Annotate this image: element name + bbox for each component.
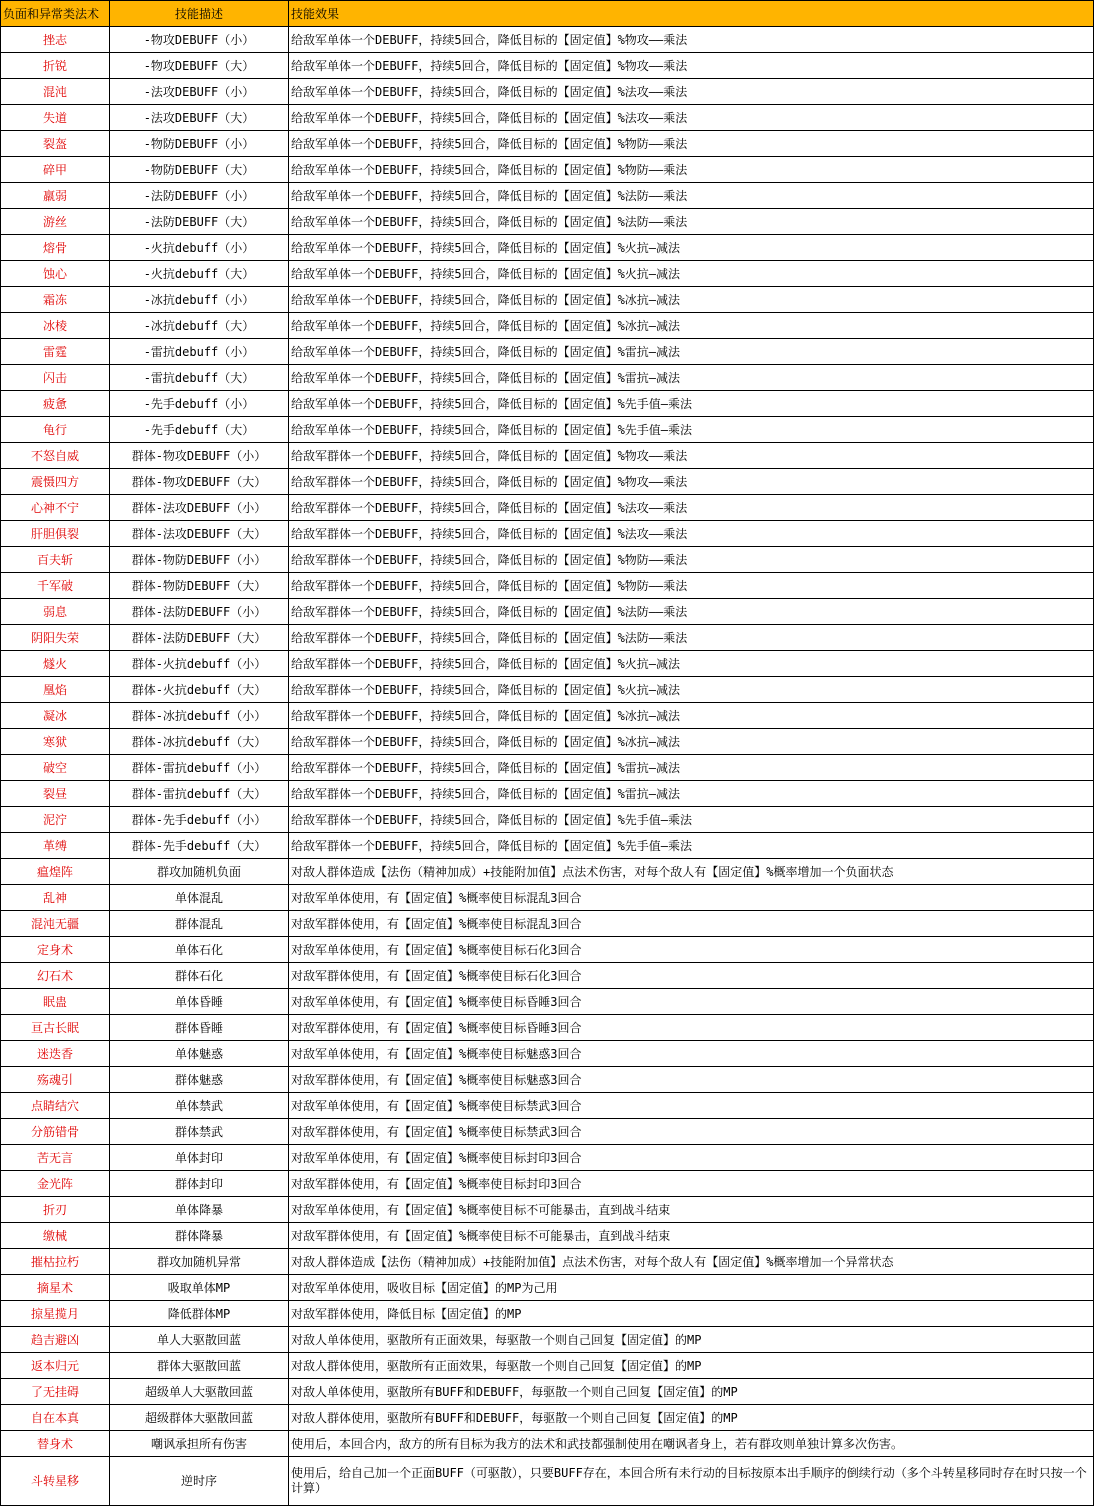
skill-effect-cell[interactable]: 给敌军单体一个DEBUFF，持续5回合，降低目标的【固定值】%冰抗—减法 <box>289 287 1094 313</box>
spell-name-cell[interactable]: 蚀心 <box>1 261 110 287</box>
table-row <box>1 391 1094 417</box>
skill-description-cell[interactable]: -先手debuff（小） <box>110 391 289 417</box>
table-row <box>1 547 1094 573</box>
table-row <box>1 651 1094 677</box>
spell-name-cell[interactable]: 失道 <box>1 105 110 131</box>
skill-effect-cell[interactable]: 给敌军单体一个DEBUFF，持续5回合，降低目标的【固定值】%雷抗—减法 <box>289 365 1094 391</box>
table-row <box>1 339 1094 365</box>
spell-name-cell[interactable]: 混沌无疆 <box>1 911 110 937</box>
skill-description-cell[interactable]: -物攻DEBUFF（小） <box>110 27 289 53</box>
skill-effect-cell[interactable]: 给敌军群体一个DEBUFF，持续5回合，降低目标的【固定值】%火抗—减法 <box>289 651 1094 677</box>
table-row <box>1 131 1094 157</box>
table-row <box>1 365 1094 391</box>
skill-effect-cell[interactable]: 给敌军群体一个DEBUFF，持续5回合，降低目标的【固定值】%物防——乘法 <box>289 573 1094 599</box>
table-row <box>1 313 1094 339</box>
spell-name-cell[interactable]: 自在本真 <box>1 1405 110 1431</box>
skill-effect-cell[interactable]: 给敌军单体一个DEBUFF，持续5回合，降低目标的【固定值】%法防——乘法 <box>289 209 1094 235</box>
spell-name-cell[interactable]: 裂昼 <box>1 781 110 807</box>
skill-effect-cell[interactable]: 对敌人单体使用，驱散所有正面效果，每驱散一个则自己回复【固定值】的MP <box>289 1327 1094 1353</box>
table-row <box>1 729 1094 755</box>
skill-effect-cell[interactable]: 使用后，给自己加一个正面BUFF（可驱散），只要BUFF存在，本回合所有未行动的目标按原本出手顺序的倒续行动（多个斗转星移同时存在时只按一个计算） <box>289 1457 1094 1506</box>
table-row <box>1 1171 1094 1197</box>
skill-effect-cell[interactable]: 给敌军单体一个DEBUFF，持续5回合，降低目标的【固定值】%火抗—减法 <box>289 261 1094 287</box>
skill-effect-cell[interactable]: 给敌军单体一个DEBUFF，持续5回合，降低目标的【固定值】%物防——乘法 <box>289 157 1094 183</box>
skill-description-cell[interactable]: 群体-物攻DEBUFF（小） <box>110 443 289 469</box>
spell-name-cell[interactable]: 碎甲 <box>1 157 110 183</box>
skill-description-cell[interactable]: 群体-雷抗debuff（大） <box>110 781 289 807</box>
skill-description-cell[interactable]: -冰抗debuff（大） <box>110 313 289 339</box>
spell-name-cell[interactable]: 乱神 <box>1 885 110 911</box>
skill-description-cell[interactable]: 群体封印 <box>110 1171 289 1197</box>
skill-effect-cell[interactable]: 给敌军单体一个DEBUFF，持续5回合，降低目标的【固定值】%物防——乘法 <box>289 131 1094 157</box>
spell-name-cell[interactable]: 燧火 <box>1 651 110 677</box>
spell-name-cell[interactable]: 迷迭香 <box>1 1041 110 1067</box>
spell-name-cell[interactable]: 裂盔 <box>1 131 110 157</box>
table-row <box>1 1327 1094 1353</box>
spell-name-cell[interactable]: 瘟煌阵 <box>1 859 110 885</box>
skill-description-cell[interactable]: 超级单人大驱散回蓝 <box>110 1379 289 1405</box>
skill-effect-cell[interactable]: 对敌军群体使用，有【固定值】%概率使目标封印3回合 <box>289 1171 1094 1197</box>
skill-description-cell[interactable]: -雷抗debuff（大） <box>110 365 289 391</box>
spell-name-cell[interactable]: 震慑四方 <box>1 469 110 495</box>
skill-description-cell[interactable]: 单体昏睡 <box>110 989 289 1015</box>
table-row <box>1 443 1094 469</box>
spell-name-cell[interactable]: 替身术 <box>1 1431 110 1457</box>
skill-description-cell[interactable]: 群攻加随机负面 <box>110 859 289 885</box>
skill-effect-cell[interactable]: 给敌军单体一个DEBUFF，持续5回合，降低目标的【固定值】%法攻——乘法 <box>289 79 1094 105</box>
skill-description-cell[interactable]: -火抗debuff（小） <box>110 235 289 261</box>
table-row <box>1 1041 1094 1067</box>
skill-description-cell[interactable]: -物攻DEBUFF（大） <box>110 53 289 79</box>
skill-effect-cell[interactable]: 给敌军群体一个DEBUFF，持续5回合，降低目标的【固定值】%法攻——乘法 <box>289 495 1094 521</box>
table-row <box>1 27 1094 53</box>
skill-effect-cell[interactable]: 给敌军群体一个DEBUFF，持续5回合，降低目标的【固定值】%物攻——乘法 <box>289 443 1094 469</box>
skill-description-cell[interactable]: -法攻DEBUFF（小） <box>110 79 289 105</box>
skill-effect-cell[interactable]: 对敌军单体使用，吸收目标【固定值】的MP为己用 <box>289 1275 1094 1301</box>
skill-description-cell[interactable]: 单体魅惑 <box>110 1041 289 1067</box>
skill-description-cell[interactable]: 群体-火抗debuff（小） <box>110 651 289 677</box>
skill-description-cell[interactable]: -冰抗debuff（小） <box>110 287 289 313</box>
spell-name-cell[interactable]: 阴阳失荣 <box>1 625 110 651</box>
skill-description-cell[interactable]: 群体禁武 <box>110 1119 289 1145</box>
spell-name-cell[interactable]: 疲惫 <box>1 391 110 417</box>
skill-effect-cell[interactable]: 给敌军单体一个DEBUFF，持续5回合，降低目标的【固定值】%物攻——乘法 <box>289 27 1094 53</box>
skill-description-cell[interactable]: -火抗debuff（大） <box>110 261 289 287</box>
skill-description-cell[interactable]: 群体-物防DEBUFF（大） <box>110 573 289 599</box>
table-row <box>1 703 1094 729</box>
table-row <box>1 1119 1094 1145</box>
spell-name-cell[interactable]: 羸弱 <box>1 183 110 209</box>
table-row <box>1 833 1094 859</box>
table-row <box>1 1379 1094 1405</box>
skill-effect-cell[interactable]: 给敌军群体一个DEBUFF，持续5回合，降低目标的【固定值】%冰抗—减法 <box>289 729 1094 755</box>
spell-name-cell[interactable]: 定身术 <box>1 937 110 963</box>
table-row <box>1 1249 1094 1275</box>
skill-effect-cell[interactable]: 对敌人群体造成【法伤（精神加成）+技能附加值】点法术伤害，对每个敌人有【固定值】%概率增加一个异常状态 <box>289 1249 1094 1275</box>
skill-description-cell[interactable]: 群体-火抗debuff（大） <box>110 677 289 703</box>
spell-name-cell[interactable]: 眠蛊 <box>1 989 110 1015</box>
skill-description-cell[interactable]: 群体-雷抗debuff（小） <box>110 755 289 781</box>
spell-name-cell[interactable]: 凝冰 <box>1 703 110 729</box>
skill-description-cell[interactable]: 群体-先手debuff（大） <box>110 833 289 859</box>
skill-effect-cell[interactable]: 给敌军单体一个DEBUFF，持续5回合，降低目标的【固定值】%物攻——乘法 <box>289 53 1094 79</box>
spell-name-cell[interactable]: 亘古长眠 <box>1 1015 110 1041</box>
spell-name-cell[interactable]: 趋吉避凶 <box>1 1327 110 1353</box>
spell-name-cell[interactable]: 弱息 <box>1 599 110 625</box>
spell-name-cell[interactable]: 分筋错骨 <box>1 1119 110 1145</box>
table-row <box>1 937 1094 963</box>
skill-description-cell[interactable]: 单体封印 <box>110 1145 289 1171</box>
spell-name-cell[interactable]: 心神不宁 <box>1 495 110 521</box>
skill-effect-cell[interactable]: 给敌军群体一个DEBUFF，持续5回合，降低目标的【固定值】%先手值—乘法 <box>289 807 1094 833</box>
table-row <box>1 963 1094 989</box>
skill-description-cell[interactable]: 群体-法防DEBUFF（大） <box>110 625 289 651</box>
skill-effect-cell[interactable]: 给敌军群体一个DEBUFF，持续5回合，降低目标的【固定值】%雷抗—减法 <box>289 755 1094 781</box>
spell-name-cell[interactable]: 挫志 <box>1 27 110 53</box>
skill-effect-cell[interactable]: 对敌军单体使用，有【固定值】%概率使目标昏睡3回合 <box>289 989 1094 1015</box>
skill-effect-cell[interactable]: 给敌军单体一个DEBUFF，持续5回合，降低目标的【固定值】%先手值—乘法 <box>289 417 1094 443</box>
skill-description-cell[interactable]: 降低群体MP <box>110 1301 289 1327</box>
spell-name-cell[interactable]: 了无挂碍 <box>1 1379 110 1405</box>
skill-effect-cell[interactable]: 给敌军单体一个DEBUFF，持续5回合，降低目标的【固定值】%法防——乘法 <box>289 183 1094 209</box>
skill-effect-cell[interactable]: 给敌军单体一个DEBUFF，持续5回合，降低目标的【固定值】%先手值—乘法 <box>289 391 1094 417</box>
skill-effect-cell[interactable]: 对敌军单体使用，有【固定值】%概率使目标魅惑3回合 <box>289 1041 1094 1067</box>
spell-name-cell[interactable]: 摘星术 <box>1 1275 110 1301</box>
spell-name-cell[interactable]: 斗转星移 <box>1 1457 110 1506</box>
skill-description-cell[interactable]: -法防DEBUFF（小） <box>110 183 289 209</box>
spell-name-cell[interactable]: 点睛结穴 <box>1 1093 110 1119</box>
skill-description-cell[interactable]: 群体-法攻DEBUFF（大） <box>110 521 289 547</box>
spell-name-cell[interactable]: 破空 <box>1 755 110 781</box>
skill-effect-cell[interactable]: 对敌人群体造成【法伤（精神加成）+技能附加值】点法术伤害，对每个敌人有【固定值】%概率增加一个负面状态 <box>289 859 1094 885</box>
table-row <box>1 1431 1094 1457</box>
skill-effect-cell[interactable]: 使用后，本回合内，敌方的所有目标为我方的法术和武技都强制使用在嘲讽者身上，若有群攻则单独计算多次伤害。 <box>289 1431 1094 1457</box>
skill-description-cell[interactable]: 单体禁武 <box>110 1093 289 1119</box>
skill-description-cell[interactable]: 群体-法防DEBUFF（小） <box>110 599 289 625</box>
table-row <box>1 209 1094 235</box>
table-row <box>1 781 1094 807</box>
table-row <box>1 1223 1094 1249</box>
skill-description-cell[interactable]: -先手debuff（大） <box>110 417 289 443</box>
table-row <box>1 1067 1094 1093</box>
table-row <box>1 859 1094 885</box>
table-row <box>1 79 1094 105</box>
table-row <box>1 1405 1094 1431</box>
skill-effect-cell[interactable]: 对敌人群体使用，驱散所有BUFF和DEBUFF，每驱散一个则自己回复【固定值】的MP <box>289 1405 1094 1431</box>
table-row <box>1 495 1094 521</box>
skill-description-cell[interactable]: 单体降暴 <box>110 1197 289 1223</box>
table-row <box>1 235 1094 261</box>
skill-description-cell[interactable]: 群攻加随机异常 <box>110 1249 289 1275</box>
table-row <box>1 1145 1094 1171</box>
table-row <box>1 1275 1094 1301</box>
table-row <box>1 1093 1094 1119</box>
skill-effect-cell[interactable]: 给敌军群体一个DEBUFF，持续5回合，降低目标的【固定值】%冰抗—减法 <box>289 703 1094 729</box>
skill-description-cell[interactable]: 群体魅惑 <box>110 1067 289 1093</box>
spell-name-cell[interactable]: 冰棱 <box>1 313 110 339</box>
spell-name-cell[interactable]: 折锐 <box>1 53 110 79</box>
spell-name-cell[interactable]: 游丝 <box>1 209 110 235</box>
skill-effect-cell[interactable]: 对敌人群体使用，驱散所有正面效果，每驱散一个则自己回复【固定值】的MP <box>289 1353 1094 1379</box>
skill-effect-cell[interactable]: 对敌人单体使用，驱散所有BUFF和DEBUFF，每驱散一个则自己回复【固定值】的MP <box>289 1379 1094 1405</box>
spell-name-cell[interactable]: 龟行 <box>1 417 110 443</box>
spell-name-cell[interactable]: 雷霆 <box>1 339 110 365</box>
skill-description-cell[interactable]: 超级群体大驱散回蓝 <box>110 1405 289 1431</box>
table-row <box>1 469 1094 495</box>
skill-effect-cell[interactable]: 对敌军单体使用，有【固定值】%概率使目标封印3回合 <box>289 1145 1094 1171</box>
spell-name-cell[interactable]: 折刃 <box>1 1197 110 1223</box>
table-row <box>1 599 1094 625</box>
skill-effect-cell[interactable]: 对敌军单体使用，有【固定值】%概率使目标石化3回合 <box>289 937 1094 963</box>
skill-effect-cell[interactable]: 对敌军群体使用，有【固定值】%概率使目标禁武3回合 <box>289 1119 1094 1145</box>
spell-name-cell[interactable]: 凰焰 <box>1 677 110 703</box>
skill-description-cell[interactable]: 嘲讽承担所有伤害 <box>110 1431 289 1457</box>
table-row <box>1 521 1094 547</box>
skill-effect-cell[interactable]: 对敌军单体使用，有【固定值】%概率使目标混乱3回合 <box>289 885 1094 911</box>
spell-name-cell[interactable]: 苦无言 <box>1 1145 110 1171</box>
spell-name-cell[interactable]: 摧枯拉朽 <box>1 1249 110 1275</box>
skill-description-cell[interactable]: 逆时序 <box>110 1457 289 1506</box>
skill-effect-cell[interactable]: 给敌军群体一个DEBUFF，持续5回合，降低目标的【固定值】%法防——乘法 <box>289 599 1094 625</box>
table-row <box>1 183 1094 209</box>
skill-effect-cell[interactable]: 对敌军群体使用，有【固定值】%概率使目标混乱3回合 <box>289 911 1094 937</box>
spell-name-cell[interactable]: 混沌 <box>1 79 110 105</box>
spell-name-cell[interactable]: 泥泞 <box>1 807 110 833</box>
skill-effect-cell[interactable]: 给敌军单体一个DEBUFF，持续5回合，降低目标的【固定值】%雷抗—减法 <box>289 339 1094 365</box>
skill-effect-cell[interactable]: 给敌军群体一个DEBUFF，持续5回合，降低目标的【固定值】%法防——乘法 <box>289 625 1094 651</box>
table-row <box>1 1457 1094 1506</box>
skill-effect-cell[interactable]: 对敌军群体使用，有【固定值】%概率使目标石化3回合 <box>289 963 1094 989</box>
table-row <box>1 1197 1094 1223</box>
skill-effect-cell[interactable]: 给敌军单体一个DEBUFF，持续5回合，降低目标的【固定值】%冰抗—减法 <box>289 313 1094 339</box>
table-row <box>1 417 1094 443</box>
skill-effect-cell[interactable]: 给敌军群体一个DEBUFF，持续5回合，降低目标的【固定值】%法攻——乘法 <box>289 521 1094 547</box>
spell-name-cell[interactable]: 熔骨 <box>1 235 110 261</box>
skill-description-cell[interactable]: -物防DEBUFF（小） <box>110 131 289 157</box>
skill-description-cell[interactable]: 群体降暴 <box>110 1223 289 1249</box>
table-row <box>1 807 1094 833</box>
skill-description-cell[interactable]: -法攻DEBUFF（大） <box>110 105 289 131</box>
header-row <box>1 1 1094 27</box>
table-row <box>1 53 1094 79</box>
spell-name-cell[interactable]: 千军破 <box>1 573 110 599</box>
table-row <box>1 885 1094 911</box>
skill-description-cell[interactable]: 群体-物攻DEBUFF（大） <box>110 469 289 495</box>
skill-description-cell[interactable]: 群体-物防DEBUFF（小） <box>110 547 289 573</box>
spell-name-cell[interactable]: 霜冻 <box>1 287 110 313</box>
skill-effect-cell[interactable]: 对敌军群体使用，有【固定值】%概率使目标不可能暴击，直到战斗结束 <box>289 1223 1094 1249</box>
skill-effect-cell[interactable]: 对敌军群体使用，降低目标【固定值】的MP <box>289 1301 1094 1327</box>
skill-description-cell[interactable]: -雷抗debuff（小） <box>110 339 289 365</box>
header-skill-description[interactable]: 技能描述 <box>110 1 289 27</box>
skill-description-cell[interactable]: 吸取单体MP <box>110 1275 289 1301</box>
spell-name-cell[interactable]: 革缚 <box>1 833 110 859</box>
table-row <box>1 989 1094 1015</box>
spell-name-cell[interactable]: 返本归元 <box>1 1353 110 1379</box>
spell-name-cell[interactable]: 幻石术 <box>1 963 110 989</box>
skill-effect-cell[interactable]: 给敌军单体一个DEBUFF，持续5回合，降低目标的【固定值】%法攻——乘法 <box>289 105 1094 131</box>
table-row <box>1 911 1094 937</box>
spell-name-cell[interactable]: 殇魂引 <box>1 1067 110 1093</box>
table-row <box>1 1015 1094 1041</box>
table-row <box>1 677 1094 703</box>
spell-name-cell[interactable]: 不怒自威 <box>1 443 110 469</box>
skill-effect-cell[interactable]: 对敌军单体使用，有【固定值】%概率使目标禁武3回合 <box>289 1093 1094 1119</box>
skill-description-cell[interactable]: 群体石化 <box>110 963 289 989</box>
spell-name-cell[interactable]: 百夫斩 <box>1 547 110 573</box>
table-row <box>1 157 1094 183</box>
skill-effect-cell[interactable]: 对敌军群体使用，有【固定值】%概率使目标魅惑3回合 <box>289 1067 1094 1093</box>
table-row <box>1 287 1094 313</box>
table-row <box>1 105 1094 131</box>
table-row <box>1 1353 1094 1379</box>
spell-name-cell[interactable]: 闪击 <box>1 365 110 391</box>
skill-description-cell[interactable]: 群体-冰抗debuff（小） <box>110 703 289 729</box>
table-row <box>1 1301 1094 1327</box>
spell-name-cell[interactable]: 缴械 <box>1 1223 110 1249</box>
skill-description-cell[interactable]: 群体-法攻DEBUFF（小） <box>110 495 289 521</box>
header-skill-effect[interactable]: 技能效果 <box>289 1 1094 27</box>
skill-effect-cell[interactable]: 给敌军群体一个DEBUFF，持续5回合，降低目标的【固定值】%先手值—乘法 <box>289 833 1094 859</box>
skill-effect-cell[interactable]: 给敌军群体一个DEBUFF，持续5回合，降低目标的【固定值】%火抗—减法 <box>289 677 1094 703</box>
spell-name-cell[interactable]: 掠星揽月 <box>1 1301 110 1327</box>
spell-name-cell[interactable]: 金光阵 <box>1 1171 110 1197</box>
skill-description-cell[interactable]: 群体混乱 <box>110 911 289 937</box>
skill-description-cell[interactable]: -物防DEBUFF（大） <box>110 157 289 183</box>
header-spell-name[interactable]: 负面和异常类法术 <box>1 1 110 27</box>
skill-effect-cell[interactable]: 对敌军群体使用，有【固定值】%概率使目标昏睡3回合 <box>289 1015 1094 1041</box>
skill-description-cell[interactable]: 单人大驱散回蓝 <box>110 1327 289 1353</box>
spell-name-cell[interactable]: 寒狱 <box>1 729 110 755</box>
skill-description-cell[interactable]: 群体昏睡 <box>110 1015 289 1041</box>
table-row <box>1 625 1094 651</box>
skill-description-cell[interactable]: 单体石化 <box>110 937 289 963</box>
table-row <box>1 573 1094 599</box>
skill-effect-cell[interactable]: 给敌军群体一个DEBUFF，持续5回合，降低目标的【固定值】%物防——乘法 <box>289 547 1094 573</box>
skill-description-cell[interactable]: -法防DEBUFF（大） <box>110 209 289 235</box>
skill-effect-cell[interactable]: 给敌军群体一个DEBUFF，持续5回合，降低目标的【固定值】%雷抗—减法 <box>289 781 1094 807</box>
skill-description-cell[interactable]: 群体-先手debuff（小） <box>110 807 289 833</box>
skill-effect-cell[interactable]: 对敌军单体使用，有【固定值】%概率使目标不可能暴击，直到战斗结束 <box>289 1197 1094 1223</box>
skill-description-cell[interactable]: 单体混乱 <box>110 885 289 911</box>
skill-description-cell[interactable]: 群体大驱散回蓝 <box>110 1353 289 1379</box>
spell-name-cell[interactable]: 肝胆俱裂 <box>1 521 110 547</box>
skill-description-cell[interactable]: 群体-冰抗debuff（大） <box>110 729 289 755</box>
table-row <box>1 755 1094 781</box>
table-row <box>1 261 1094 287</box>
skill-effect-cell[interactable]: 给敌军单体一个DEBUFF，持续5回合，降低目标的【固定值】%火抗—减法 <box>289 235 1094 261</box>
skill-effect-cell[interactable]: 给敌军群体一个DEBUFF，持续5回合，降低目标的【固定值】%物攻——乘法 <box>289 469 1094 495</box>
